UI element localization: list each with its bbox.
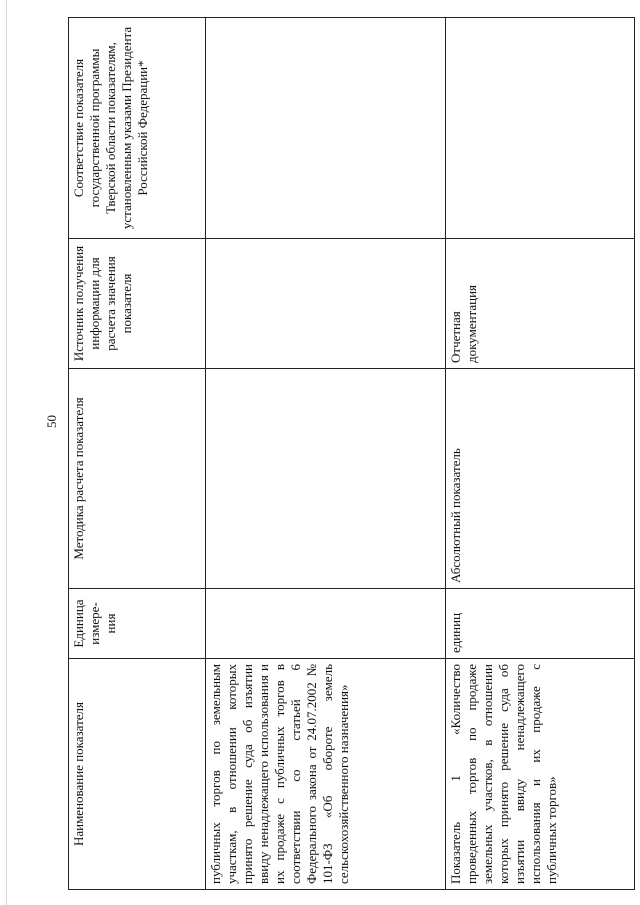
rotated-table-container [68,18,635,890]
row-1-source [206,239,446,369]
row-2-unit: единиц [446,589,635,659]
row-2-source: Отчетная документация [446,239,635,369]
header-unit: Единица измере-ния [69,589,206,659]
table-row [446,18,635,890]
page-number: 50 [44,415,59,428]
table-row [206,18,446,890]
header-indicator-name: Наименование показателя [69,659,206,890]
row-2-name: Показатель 1 «Количество проведенных торгов по продаже земельных участков, в отношении которых принято решение суда об изъятии ввиду ненадлежащего использования и их продаже с публичных торгов» [446,659,635,890]
row-1-unit [206,589,446,659]
scan-edge-line [6,0,7,905]
row-1-compliance [206,18,446,239]
row-1-method [206,369,446,589]
row-1-name: публичных торгов по земельным участкам, в отношении которых принято решение суда об изъятии ввиду ненадлежащего использования и их продаже с публичных торгов в соответствии со статьей 6 Федерального закона от 24.07.2002 № 101-ФЗ «Об обороте земель сельскохозяйственного назначения» [206,659,446,890]
row-2-method: Абсолютный показатель [446,369,635,589]
header-method: Методика расчета показателя [69,369,206,589]
header-compliance: Соответствие показателя государственной программы Тверской области показателям, установленным указами Президента Российской Федерации* [69,18,206,239]
table-header-row [69,18,206,890]
row-2-compliance [446,18,635,239]
indicators-table [68,17,635,890]
header-source: Источник получения информации для расчета значения показателя [69,239,206,369]
